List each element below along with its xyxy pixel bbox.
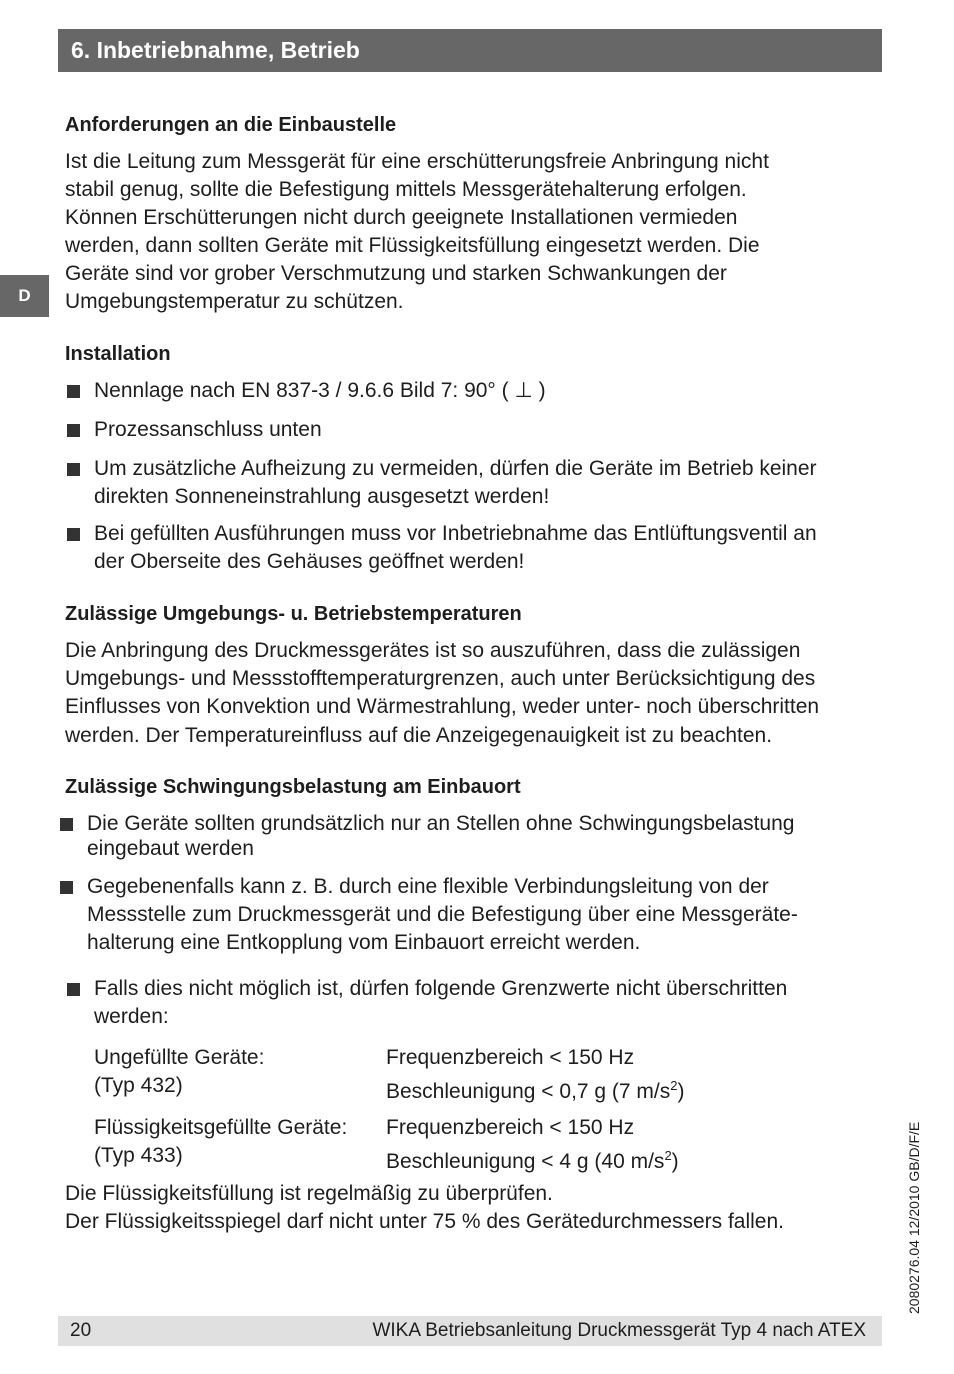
paragraph-line: Ist die Leitung zum Messgerät für eine erschütterungsfreie Anbringung nicht	[65, 150, 769, 173]
list-item: Bei gefüllten Ausführungen muss vor Inbetriebnahme das Entlüftungsventil an der Oberseite des Gehäuses geöffnet werden!	[65, 520, 817, 576]
paragraph-line: Die Anbringung des Druckmessgerätes ist so auszuführen, dass die zulässigen	[65, 639, 801, 662]
heading-installation: Installation	[65, 343, 171, 365]
list-item: Die Geräte sollten grundsätzlich nur an Stellen ohne Schwingungsbelastung eingebaut werden	[58, 810, 794, 863]
list-item: Prozessanschluss unten	[65, 416, 322, 444]
paragraph-line: Umgebungs- und Messstofftemperaturgrenzen, auch unter Berücksichtigung des	[65, 667, 816, 690]
page-number: 20	[70, 1320, 92, 1341]
paragraph-line: stabil genug, sollte die Befestigung mittels Messgerätehalterung erfolgen.	[65, 178, 747, 201]
section-header: 6. Inbetriebnahme, Betrieb	[58, 29, 882, 72]
limits-acceleration: Beschleunigung < 4 g (40 $m/s^2$)	[386, 1148, 679, 1173]
heading-einbaustelle: Anforderungen an die Einbaustelle	[65, 114, 397, 136]
bullet-square-icon	[67, 385, 80, 398]
bullet-square-icon	[67, 983, 80, 996]
bullet-square-icon	[67, 528, 80, 541]
list-item: Falls dies nicht möglich ist, dürfen folgende Grenzwerte nicht überschritten werden:	[65, 975, 787, 1031]
footer-title: WIKA Betriebsanleitung Druckmessgerät Typ 4 nach ATEX	[372, 1320, 866, 1341]
limits-type: (Typ 432)	[94, 1074, 183, 1097]
limits-type: (Typ 433)	[94, 1144, 183, 1167]
paragraph-line: Die Flüssigkeitsfüllung ist regelmäßig zu überprüfen.	[65, 1182, 553, 1205]
language-tab: D	[0, 275, 49, 317]
paragraph-line: Der Flüssigkeitsspiegel darf nicht unter 75 % des Gerätedurchmessers fallen.	[65, 1210, 785, 1233]
paragraph-line: werden. Der Temperatureinfluss auf die Anzeigegenauigkeit ist zu beachten.	[65, 724, 773, 747]
bullet-square-icon	[67, 424, 80, 437]
bullet-square-icon	[60, 881, 73, 894]
bullet-square-icon	[60, 818, 73, 831]
paragraph-line: Einflusses von Konvektion und Wärmestrahlung, weder unter- noch überschritten	[65, 695, 820, 718]
heading-schwingung: Zulässige Schwingungsbelastung am Einbauort	[65, 776, 521, 798]
limits-frequency: Frequenzbereich < 150 Hz	[386, 1116, 635, 1139]
footer	[58, 1316, 882, 1346]
paragraph-line: Können Erschütterungen nicht durch geeignete Installationen vermieden	[65, 206, 738, 229]
heading-temperaturen: Zulässige Umgebungs- u. Betriebstemperaturen	[65, 603, 522, 625]
list-item: Um zusätzliche Aufheizung zu vermeiden, dürfen die Geräte im Betrieb keiner direkten Sonneneinstrahlung ausgesetzt werden!	[65, 455, 817, 511]
paragraph-line: Umgebungstemperatur zu schützen.	[65, 290, 404, 313]
limits-label: Ungefüllte Geräte:	[94, 1046, 265, 1069]
limits-acceleration: Beschleunigung < 0,7 g (7 $m/s^2$)	[386, 1078, 685, 1103]
paragraph-line: Geräte sind vor grober Verschmutzung und starken Schwankungen der	[65, 262, 727, 285]
bullet-square-icon	[67, 463, 80, 476]
document-code: 2080276.04 12/2010 GB/D/F/E	[906, 1121, 922, 1314]
limits-frequency: Frequenzbereich < 150 Hz	[386, 1046, 635, 1069]
list-item: Gegebenenfalls kann z. B. durch eine flexible Verbindungsleitung von der Messstelle zum Druckmessgerät und die Befestigung über eine Messgeräte- halterung eine Entkopplung vom Einbauort erreicht werden.	[58, 873, 798, 957]
limits-label: Flüssigkeitsgefüllte Geräte:	[94, 1116, 348, 1139]
paragraph-line: werden, dann sollten Geräte mit Flüssigkeitsfüllung eingesetzt werden. Die	[65, 234, 760, 257]
list-item: Nennlage nach EN 837-3 / 9.6.6 Bild 7: 90° ( ⊥ )	[65, 377, 546, 405]
